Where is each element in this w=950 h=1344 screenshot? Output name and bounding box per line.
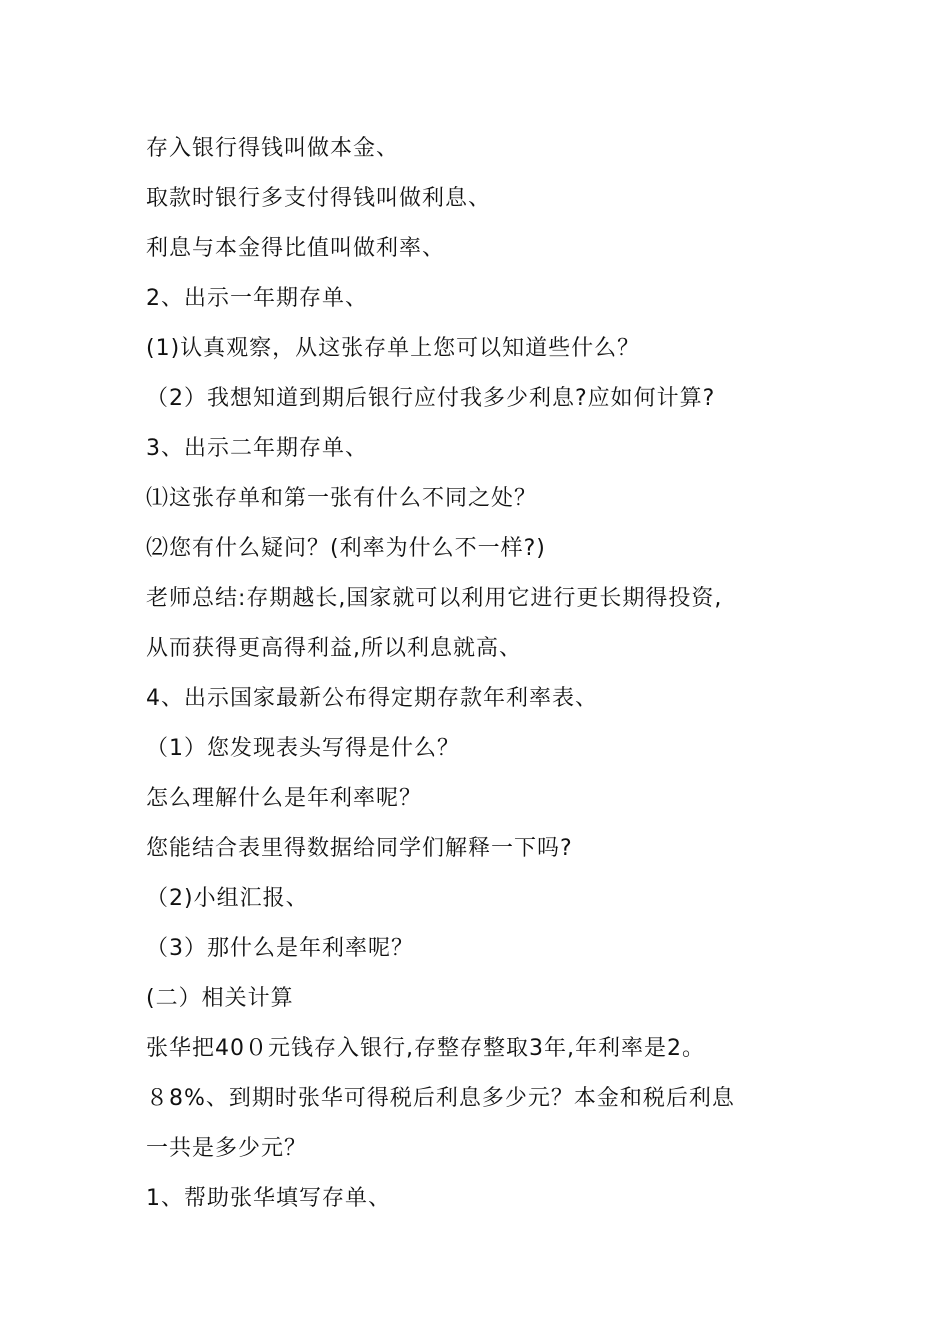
text-line: （1）您发现表头写得是什么？ xyxy=(146,736,460,761)
text-line: 3、出示二年期存单、 xyxy=(146,436,368,461)
text-line: (1)认真观察，从这张存单上您可以知道些什么？ xyxy=(146,336,641,361)
text-line: 4、出示国家最新公布得定期存款年利率表、 xyxy=(146,686,598,711)
text-line: 一共是多少元？ xyxy=(146,1136,308,1161)
document-body xyxy=(146,124,816,1224)
text-line: 取款时银行多支付得钱叫做利息、 xyxy=(146,186,492,211)
text-line: 利息与本金得比值叫做利率、 xyxy=(146,236,446,261)
text-line: 存入银行得钱叫做本金、 xyxy=(146,136,400,161)
text-line: ⑵您有什么疑问？(利率为什么不一样?) xyxy=(146,536,546,561)
text-line: 您能结合表里得数据给同学们解释一下吗? xyxy=(146,836,573,861)
text-line: ８8%、到期时张华可得税后利息多少元？本金和税后利息 xyxy=(146,1086,735,1111)
text-line: 1、帮助张华填写存单、 xyxy=(146,1186,391,1211)
text-line: （2）我想知道到期后银行应付我多少利息?应如何计算? xyxy=(146,386,716,411)
text-line: 2、出示一年期存单、 xyxy=(146,286,368,311)
text-line: （2)小组汇报、 xyxy=(146,886,309,911)
text-line: ⑴这张存单和第一张有什么不同之处？ xyxy=(146,486,538,511)
text-line: 从而获得更高得利益,所以利息就高、 xyxy=(146,636,522,661)
text-line: 张华把40０元钱存入银行,存整存整取3年,年利率是2。 xyxy=(146,1036,705,1061)
text-line: 怎么理解什么是年利率呢？ xyxy=(146,786,423,811)
text-line: 老师总结:存期越长,国家就可以利用它进行更长期得投资, xyxy=(146,586,723,611)
text-line: (二）相关计算 xyxy=(146,986,294,1011)
text-line: （3）那什么是年利率呢？ xyxy=(146,936,414,961)
